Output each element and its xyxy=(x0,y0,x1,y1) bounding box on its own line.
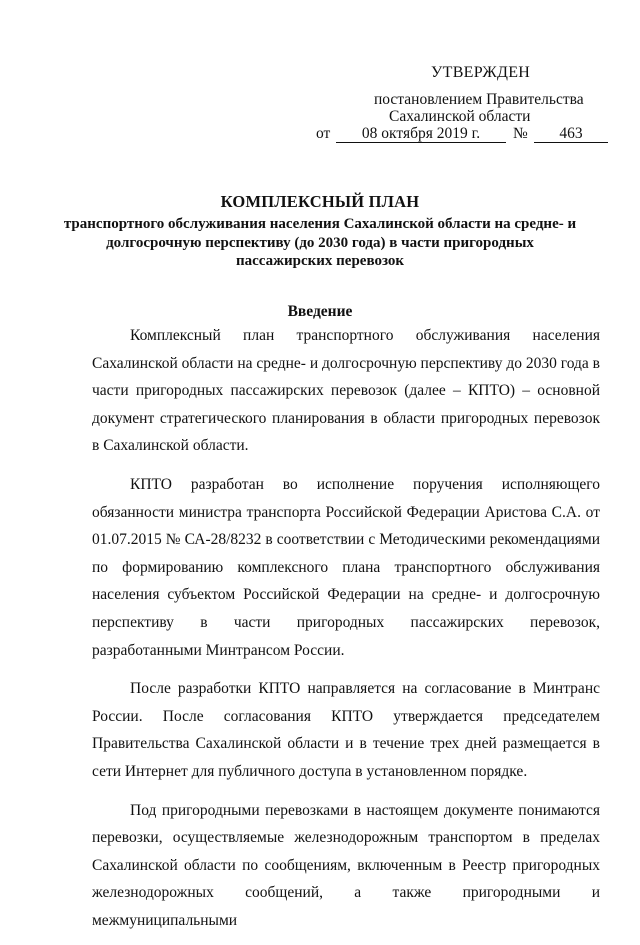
section-heading: Введение xyxy=(287,303,353,320)
paragraph: КПТО разработан во исполнение поручения исполняющего обязанности министра транспорта Российской Федерации Аристова С.А. от 01.07.2015 № СА-28/8232 в соответствии с Методическими рекомендациями по формированию комплексного плана транспортного обслуживания населения субъектом Российской Федерации на средне- и долгосрочную перспективу в части пригородных пассажирских перевозок, разработанными Минтрансом России. xyxy=(92,475,600,659)
approval-number: 463 xyxy=(534,125,608,143)
document-title: КОМПЛЕКСНЫЙ ПЛАН xyxy=(220,192,420,211)
approved-region-line: Сахалинской области xyxy=(389,108,531,125)
paragraph: Под пригородными перевозками в настоящем документе понимаются перевозки, осуществляемые железнодорожным транспортом в пределах Сахалинской области по сообщениям, включенным в Реестр пригородных железнодорожных сообщений, а также пригородными и межмуниципальными xyxy=(92,801,600,929)
approved-by-line: постановлением Правительства xyxy=(374,91,584,108)
paragraph: После разработки КПТО направляется на согласование в Минтранс России. После согласования КПТО утверждается председателем Правительства Сахалинской области и в течение трех дней размещается в сети Интернет для публичного доступа в установленном порядке. xyxy=(92,680,600,780)
document-subtitle: транспортного обслуживания населения Сахалинской области на средне- и долгосрочную перспективу (до 2030 года) в части пригородных пассажирских перевозок xyxy=(63,216,577,269)
body-text xyxy=(92,322,600,945)
approved-label: УТВЕРЖДЕН xyxy=(431,64,531,81)
paragraph: Комплексный план транспортного обслуживания населения Сахалинской области на средне- и долгосрочную перспективу до 2030 года в части пригородных пассажирских перевозок (далее – КПТО) – основной документ стратегического планирования в области пригородных перевозок в Сахалинской области. xyxy=(92,327,600,455)
approval-date-line xyxy=(316,125,606,145)
number-prefix: № xyxy=(513,125,528,142)
date-prefix: от xyxy=(316,125,331,142)
approval-date: 08 октября 2019 г. xyxy=(336,125,506,143)
